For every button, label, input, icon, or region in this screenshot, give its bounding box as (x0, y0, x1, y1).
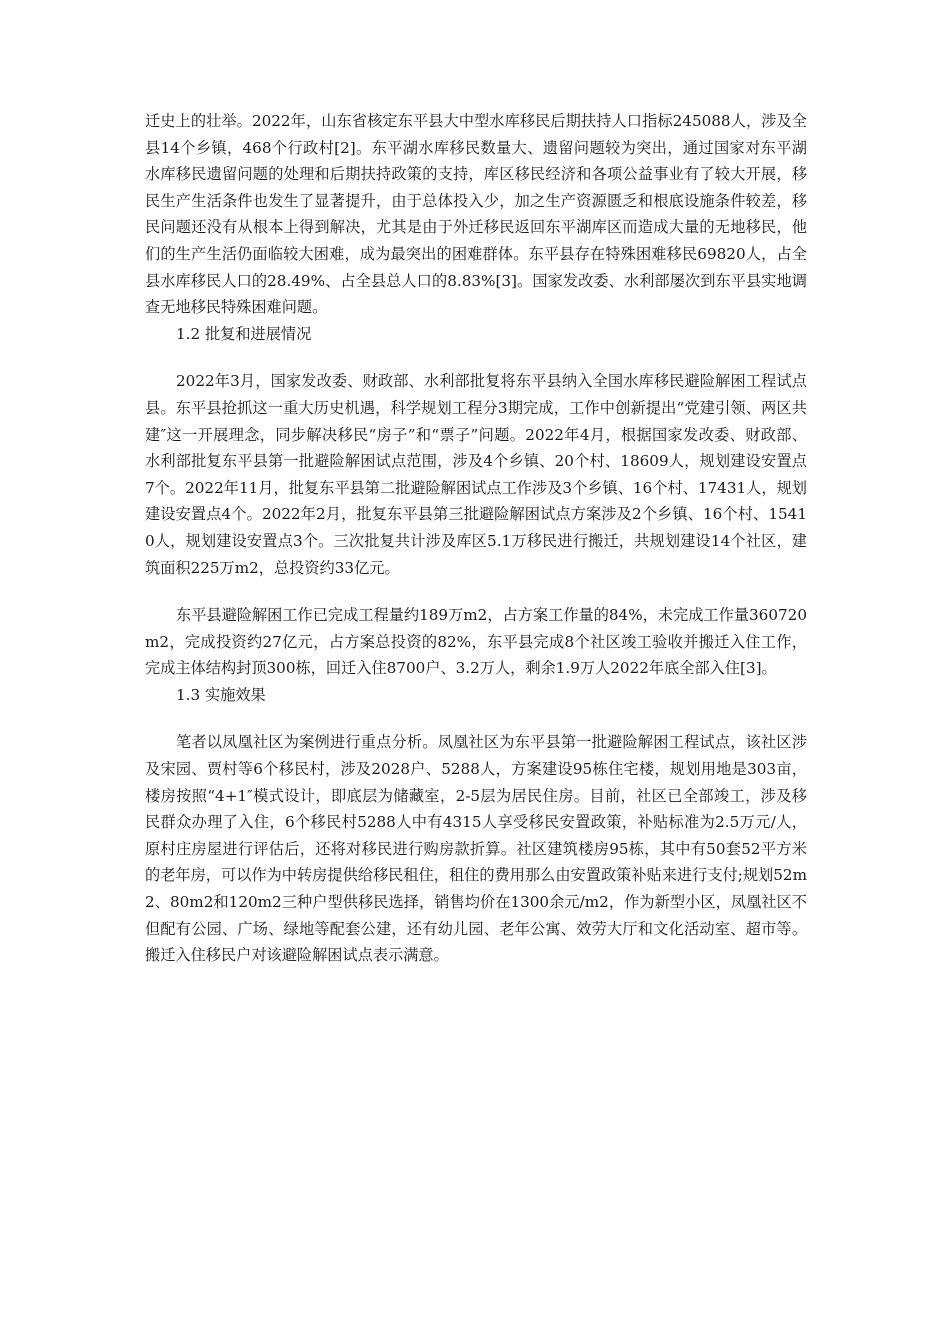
section-heading-1-3: 1.3 实施效果 (176, 685, 266, 704)
paragraph-progress: 东平县避险解困工作已完成工程量约189万m2，占方案工作量的84%，未完成工作量360720m2，完成投资约27亿元，占方案总投资的82%，东平县完成8个社区竣工验收并搬迁入住工作，完成主体结构封顶300栋，回迁入住8700户、3.2万人，剩余1.9万人2022年底全部入住[3]。 (145, 606, 807, 678)
paragraph-effects: 笔者以凤凰社区为案例进行重点分析。凤凰社区为东平县第一批避险解困工程试点，该社区涉及宋园、贾村等6个移民村，涉及2028户、5288人，方案建设95栋住宅楼，规划用地是303亩，楼房按照“4+1″模式设计，即底层为储藏室，2-5层为居民住房。目前，社区已全部竣工，涉及移民群众办理了入住，6个移民村5288人中有4315人享受移民安置政策，补贴标准为2.5万元/人，原村庄房屋进行评估后，还将对移民进行购房款折算。社区建筑楼房95栋，其中有50套52平方米的老年房，可以作为中转房提供给移民租住，租住的费用那么由安置政策补贴来进行支付;规划52m2、80m2和120m2三种户型供移民选择，销售均价在1300余元/m2，作为新型小区，凤凰社区不但配有公园、广场、绿地等配套公建，还有幼儿园、老年公寓、效劳大厅和文化活动室、超市等。搬迁入住移民户对该避险解困试点表示满意。 (145, 733, 807, 965)
section-heading-1-2: 1.2 批复和进展情况 (176, 324, 312, 343)
document-page (145, 108, 807, 969)
paragraph-approval: 2022年3月，国家发改委、财政部、水利部批复将东平县纳入全国水库移民避险解困工程试点县。东平县抢抓这一重大历史机遇，科学规划工程分3期完成，工作中创新提出“党建引领、两区共建″这一开展理念，同步解决移民“房子”和“票子”问题。2022年4月，根据国家发改委、财政部、水利部批复东平县第一批避险解困试点范围，涉及4个乡镇、20个村、18609人，规划建设安置点7个。2022年11月，批复东平县第二批避险解困试点工作涉及3个乡镇、16个村、17431人，规划建设安置点4个。2022年2月，批复东平县第三批避险解困试点方案涉及2个乡镇、16个村、15410人，规划建设安置点3个。三次批复共计涉及库区5.1万移民进行搬迁，共规划建设14个社区，建筑面积225万m2，总投资约33亿元。 (145, 372, 807, 577)
paragraph-intro: 迁史上的壮举。2022年，山东省核定东平县大中型水库移民后期扶持人口指标245088人，涉及全县14个乡镇，468个行政村[2]。东平湖水库移民数量大、遗留问题较为突出，通过国家对东平湖水库移民遗留问题的处理和后期扶持政策的支持，库区移民经济和各项公益事业有了较大开展，移民生产生活条件也发生了显著提升，由于总体投入少，加之生产资源匮乏和根底设施条件较差，移民问题还没有从根本上得到解决，尤其是由于外迁移民返回东平湖库区而造成大量的无地移民，他们的生产生活仍面临较大困难，成为最突出的困难群体。东平县存在特殊困难移民69820人，占全县水库移民人口的28.49%、占全县总人口的8.83%[3]。国家发改委、水利部屡次到东平县实地调查无地移民特殊困难问题。 (145, 112, 807, 317)
